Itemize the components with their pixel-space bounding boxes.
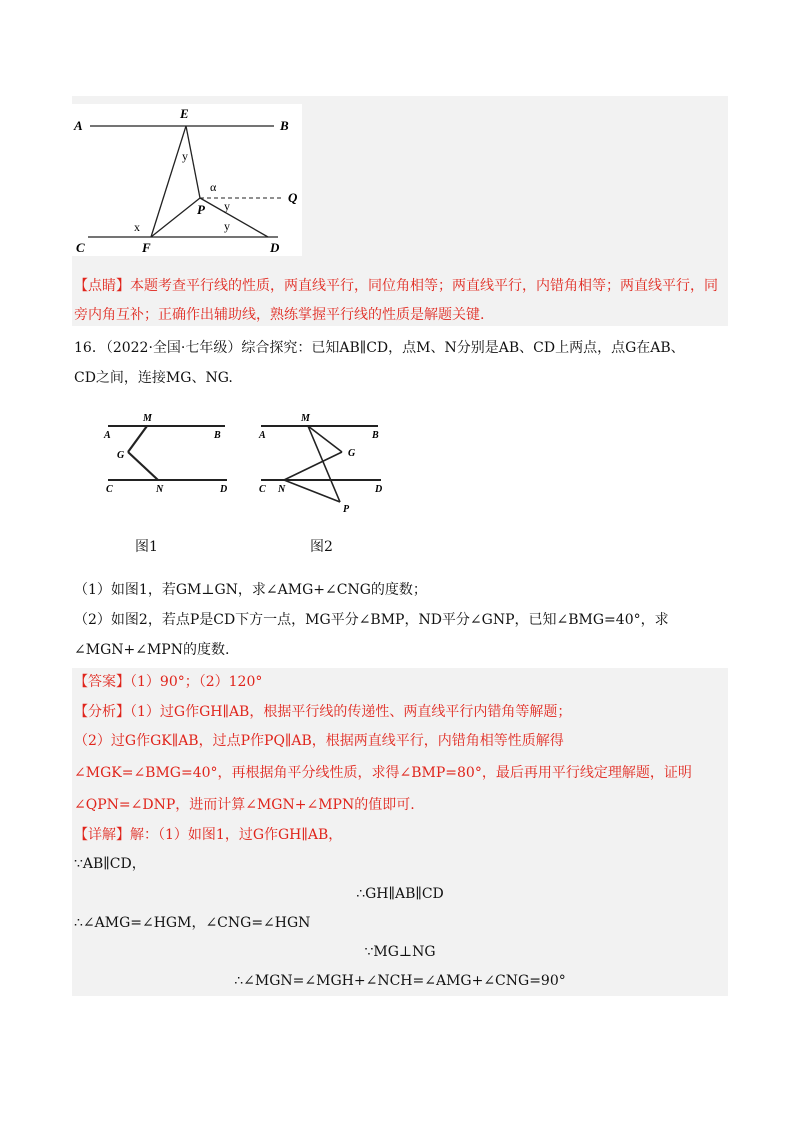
fig2-label-G: G	[348, 448, 356, 459]
q16-line-1: 16．（2022·全国·七年级）综合探究：已知AB∥CD，点M、N分别是AB、CD上两点，点G在AB、	[74, 340, 685, 356]
label-y1: y	[182, 149, 188, 163]
part-2-line-2: ∠MGN+∠MPN的度数.	[74, 642, 230, 658]
part-1: （1）如图1，若GM⊥GN，求∠AMG+∠CNG的度数；	[74, 582, 427, 598]
fig2-label-N: N	[278, 484, 286, 495]
fig1-label-M: M	[143, 413, 152, 424]
fig1-label-G: G	[117, 450, 125, 461]
figure-1	[100, 408, 240, 500]
fig2-label-A: A	[259, 430, 266, 441]
fig1-label-D: D	[220, 484, 228, 495]
label-y2: y	[224, 199, 230, 213]
answer-line: 【答案】（1）90°；（2）120°	[74, 674, 263, 690]
label-E: E	[180, 106, 189, 121]
analysis-line-1: 【分析】（1）过G作GH∥AB，根据平行线的传递性、两直线平行内错角等解题；	[74, 704, 572, 720]
figure-2	[255, 408, 395, 518]
fig2-label-M: M	[301, 413, 310, 424]
fig1-caption: 图1	[135, 539, 158, 555]
detail-heading: 【详解】解：（1）如图1，过G作GH∥AB，	[74, 827, 343, 843]
label-B: B	[280, 118, 289, 133]
label-P: P	[197, 202, 205, 217]
figure-top	[72, 104, 302, 256]
fig1-label-C: C	[106, 484, 113, 495]
label-x: x	[134, 220, 140, 234]
label-alpha: α	[210, 180, 217, 194]
fig2-label-B: B	[372, 430, 379, 441]
analysis-line-2: （2）过G作GK∥AB，过点P作PQ∥AB，根据两直线平行，内错角相等性质解得	[74, 733, 564, 749]
fig1-label-B: B	[214, 430, 221, 441]
label-C: C	[76, 240, 85, 255]
q16-line-2: CD之间，连接MG、NG.	[74, 370, 233, 386]
part-2-line-1: （2）如图2，若点P是CD下方一点，MG平分∠BMP，ND平分∠GNP，已知∠BMG=40°，求	[74, 612, 669, 628]
label-Q: Q	[288, 190, 298, 205]
label-D: D	[270, 240, 280, 255]
dianjing-line-1: 【点睛】本题考查平行线的性质，两直线平行，同位角相等；两直线平行，内错角相等；两直线平行，同	[74, 278, 718, 294]
detail-line-3: ∴GH∥AB∥CD	[356, 886, 444, 902]
detail-line-6: ∴∠MGN=∠MGH+∠NCH=∠AMG+∠CNG=90°	[234, 973, 566, 989]
fig2-label-C: C	[259, 484, 266, 495]
detail-line-5: ∵MG⊥NG	[364, 944, 436, 960]
fig1-label-N: N	[156, 484, 164, 495]
detail-line-2: ∵AB∥CD，	[74, 856, 146, 872]
fig2-label-D: D	[375, 484, 383, 495]
label-A: A	[74, 118, 83, 133]
analysis-line-3: ∠MGK=∠BMG=40°，再根据角平分线性质，求得∠BMP=80°，最后再用平行线定理解题，证明	[74, 765, 692, 781]
analysis-line-4: ∠QPN=∠DNP，进而计算∠MGN+∠MPN的值即可.	[74, 797, 415, 813]
fig2-caption: 图2	[310, 539, 333, 555]
label-F: F	[142, 240, 151, 255]
detail-line-4: ∴∠AMG=∠HGM，∠CNG=∠HGN	[74, 915, 311, 931]
detail-line-1	[74, 825, 342, 845]
dianjing-line-2: 旁内角互补；正确作出辅助线，熟练掌握平行线的性质是解题关键.	[74, 307, 485, 323]
fig2-label-P: P	[343, 504, 350, 515]
label-y3: y	[224, 219, 230, 233]
fig1-label-A: A	[104, 430, 111, 441]
